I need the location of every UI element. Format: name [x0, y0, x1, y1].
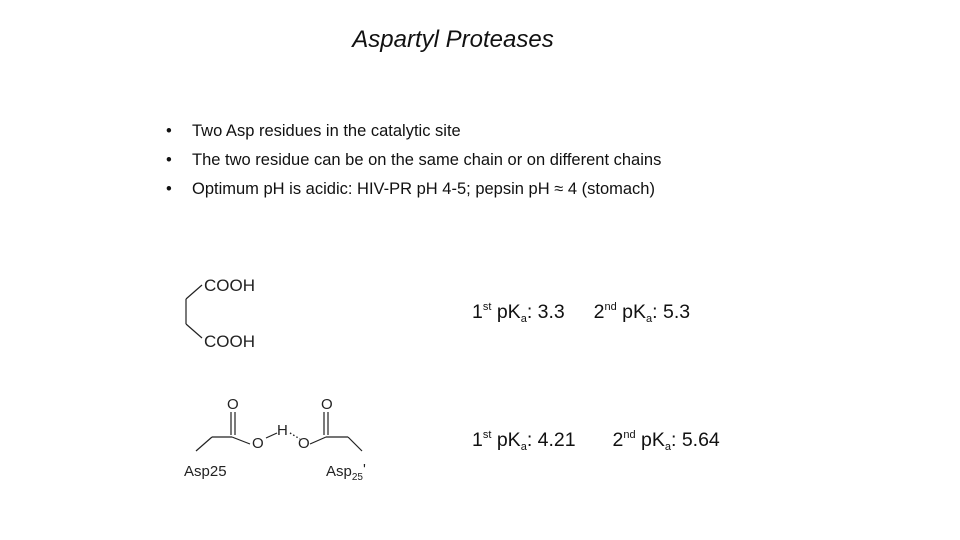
bullet-dot-icon: • — [166, 151, 172, 169]
pka-row — [472, 429, 720, 453]
bullet-item — [166, 146, 661, 175]
bond-line — [348, 437, 362, 451]
bond-line — [196, 437, 212, 451]
asp25-label: Asp25 — [184, 463, 227, 480]
second-pka: 2nd $pK_a$: 5.3 — [593, 301, 691, 325]
bullet-dot-icon: • — [166, 180, 172, 198]
asp-dyad-structure — [176, 388, 391, 488]
pka-row — [472, 301, 690, 325]
bullet-dot-icon: • — [166, 122, 172, 140]
cooh-top-label: COOH — [204, 276, 255, 295]
first-pka: 1st $pK_a$: 4.21 — [472, 429, 576, 453]
bullet-list — [166, 117, 661, 204]
bullet-text: The two residue can be on the same chain or on different chains — [192, 151, 662, 169]
bullet-item — [166, 117, 661, 146]
bond-line — [310, 437, 326, 444]
bond-line — [232, 437, 250, 444]
first-pka: 1st $pK_a$: 3.3 — [472, 301, 565, 325]
oxygen-label: O — [227, 396, 239, 413]
oh-bond — [266, 433, 277, 438]
oxygen-label: O — [298, 435, 310, 452]
bullet-text: Two Asp residues in the catalytic site — [192, 122, 461, 140]
oxygen-label: O — [321, 396, 333, 413]
second-pka: 2nd $pK_a$: 5.64 — [612, 429, 720, 453]
cooh-bottom-label: COOH — [204, 332, 255, 351]
bond-line — [186, 285, 202, 299]
hydrogen-label: H — [277, 422, 288, 439]
succinic-acid-structure — [176, 268, 276, 354]
asp25-prime-label: Asp$_{25}$' — [326, 461, 366, 483]
oxygen-label: O — [252, 435, 264, 452]
slide-title: Aspartyl Proteases — [352, 26, 554, 53]
bullet-text: Optimum pH is acidic: HIV-PR pH 4-5; pepsin pH ≈ 4 (stomach) — [192, 180, 655, 198]
bullet-item — [166, 175, 661, 204]
bond-line — [186, 324, 202, 338]
